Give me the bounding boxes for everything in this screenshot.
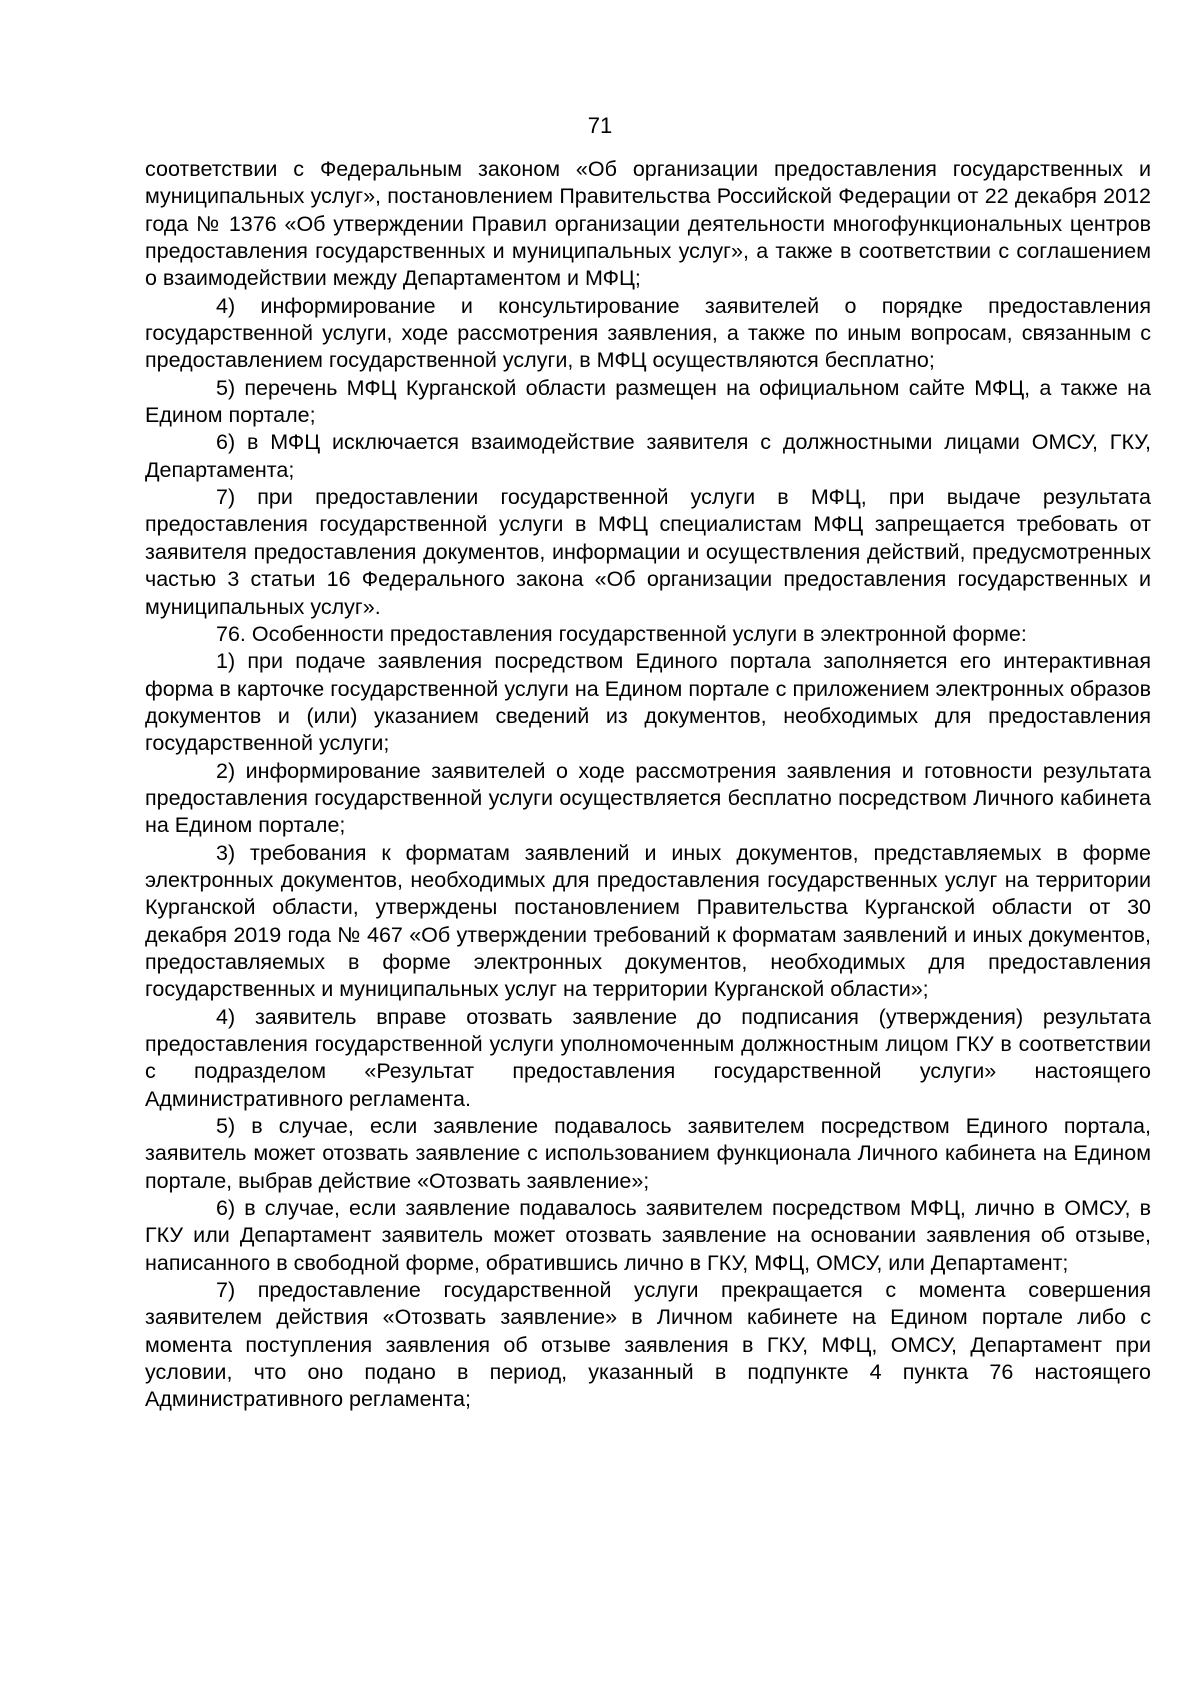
section-76-heading: 76. Особенности предоставления государственной услуги в электронной форме:: [216, 621, 1027, 646]
paragraph-item-4: 4) информирование и консультирование заявителей о порядке предоставления государственной услуги, ходе рассмотрения заявления, а также по иным вопросам, связанным с предоставлением государственной услуги, в МФЦ осуществляются бесплатно;: [145, 293, 1151, 373]
paragraph-76-item-1: 1) при подаче заявления посредством Единого портала заполняется его интерактивная форма в карточке государственной услуги на Едином портале с приложением электронных образов документов и (или) указанием сведений из документов, необходимых для предоставления государственной услуги;: [145, 649, 1151, 756]
page-number: 71: [587, 113, 613, 138]
paragraph-76-item-5: 5) в случае, если заявление подавалось заявителем посредством Единого портала, заявитель может отозвать заявление с использованием функционала Личного кабинета на Едином портале, выбрав действие «Отозвать заявление»;: [145, 1114, 1151, 1193]
paragraph-item-7: 7) при предоставлении государственной услуги в МФЦ, при выдаче результата предоставления государственной услуги в МФЦ специалистам МФЦ запрещается требовать от заявителя предоставления документов, информации и осуществления действий, предусмотренных частью 3 статьи 16 Федерального закона «Об организации предоставления государственных и муниципальных услуг».: [145, 485, 1151, 619]
paragraph-item-5: 5) перечень МФЦ Курганской области размещен на официальном сайте МФЦ, а также на Едином портале;: [145, 375, 1151, 428]
paragraph-continuation: соответствии с Федеральным законом «Об организации предоставления государственных и муниципальных услуг», постановлением Правительства Российской Федерации от 22 декабря 2012 года № 1376 «Об утверждении Правил организации деятельности многофункциональных центров предоставления государственных и муниципальных услуг», а также в соответствии с соглашением о взаимодействии между Департаментом и МФЦ;: [145, 157, 1151, 291]
paragraph-item-6: 6) в МФЦ исключается взаимодействие заявителя с должностными лицами ОМСУ, ГКУ, Департамента;: [145, 430, 1151, 482]
paragraph-76-item-3: 3) требования к форматам заявлений и иных документов, представляемых в форме электронных документов, необходимых для предоставления государственных услуг на территории Курганской области, утверждены постановлением Правительства Курганской области от 30 декабря 2019 года № 467 «Об утверждении требований к форматам заявлений и иных документов, предоставляемых в форме электронных документов, необходимых для предоставления государственных и муниципальных услуг на территории Курганской области»;: [145, 840, 1151, 1002]
paragraph-76-item-6: 6) в случае, если заявление подавалось заявителем посредством МФЦ, лично в ОМСУ, в ГКУ или Департамент заявитель может отозвать заявление на основании заявления об отзыве, написанного в свободной форме, обратившись лично в ГКУ, МФЦ, ОМСУ, или Департамент;: [145, 1196, 1151, 1275]
document-body: [145, 156, 1151, 1414]
paragraph-76-item-4: 4) заявитель вправе отозвать заявление до подписания (утверждения) результата предоставления государственной услуги уполномоченным должностным лицом ГКУ в соответствии с подразделом «Результат предоставления государственной услуги» настоящего Административного регламента.: [145, 1004, 1151, 1111]
paragraph-76-item-2: 2) информирование заявителей о ходе рассмотрения заявления и готовности результата предоставления государственной услуги осуществляется бесплатно посредством Личного кабинета на Едином портале;: [145, 758, 1151, 838]
paragraph-76-item-7: 7) предоставление государственной услуги прекращается с момента совершения заявителем действия «Отозвать заявление» в Личном кабинете на Едином портале либо с момента поступления заявления об отзыве заявления в ГКУ, МФЦ, ОМСУ, Департамент при условии, что оно подано в период, указанный в подпункте 4 пункта 76 настоящего Административного регламента;: [145, 1278, 1151, 1412]
